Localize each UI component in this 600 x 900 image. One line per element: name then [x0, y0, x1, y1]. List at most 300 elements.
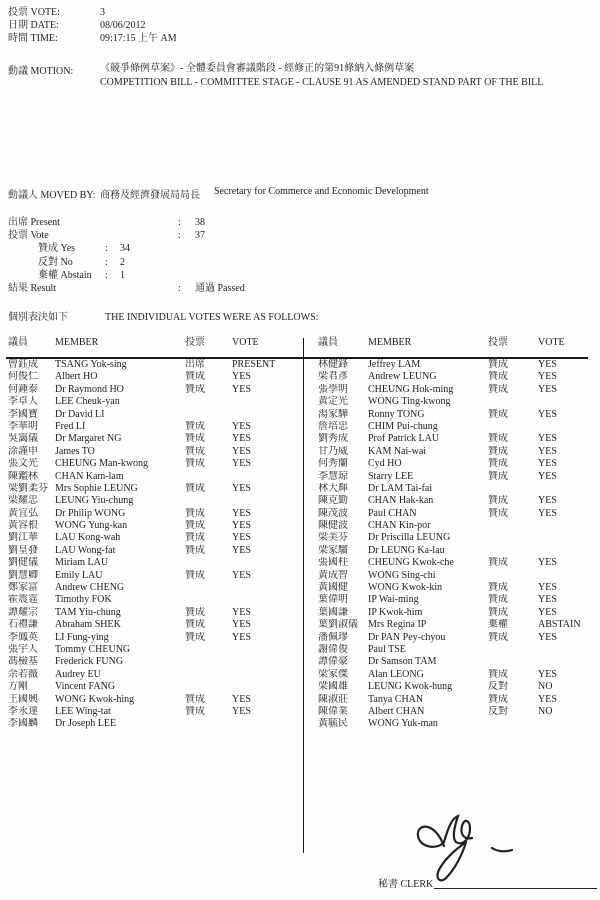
member-vote-en: YES: [538, 668, 557, 680]
member-name-en: LEUNG Yiu-chung: [55, 495, 134, 507]
table-row: [8, 582, 297, 594]
table-header-right: [318, 336, 597, 349]
motion-text-zh: 《競爭條例草案》- 全體委員會審議階段 - 經修正的第91條納入條例草案: [100, 63, 415, 74]
member-vote-zh: 出席: [185, 359, 205, 370]
col-member-zh: 議員: [8, 337, 28, 348]
member-name-en: Paul TSE: [368, 643, 406, 655]
moved-by-label: 動議人 MOVED BY:: [8, 190, 96, 201]
member-vote-zh: [488, 570, 538, 582]
table-row: [8, 706, 297, 718]
member-name-en: Andrew CHENG: [55, 582, 125, 594]
member-vote-zh: [488, 483, 538, 495]
member-name-en: TSANG Yok-sing: [55, 359, 127, 370]
member-vote-zh: [488, 532, 538, 544]
member-name-zh: 劉皇發: [8, 544, 38, 556]
table-row: [8, 359, 297, 371]
member-vote-en: YES: [232, 619, 251, 631]
member-name-zh: 何鍾泰: [8, 383, 38, 395]
votes-table-left: [8, 336, 297, 731]
moved-by-block: [8, 186, 429, 201]
member-vote-zh: 反對: [488, 681, 508, 693]
time-label: 時間 TIME:: [8, 33, 58, 45]
member-vote-en: NO: [538, 681, 553, 693]
table-row: [8, 471, 297, 483]
motion-text-en: COMPETITION BILL - COMMITTEE STAGE - CLAUSE 91 AS AMENDED STAND PART OF THE BILL: [100, 76, 544, 88]
member-vote-zh: 贊成: [185, 445, 205, 457]
member-name-en: Tanya CHAN: [368, 693, 424, 705]
member-name-zh: 李華明: [8, 420, 38, 432]
member-vote-en: YES: [232, 420, 251, 432]
member-vote-zh: 贊成: [488, 359, 508, 370]
member-name-en: Dr Joseph LEE: [55, 718, 117, 730]
member-name-zh: 黃宜弘: [8, 507, 38, 519]
member-name-zh: 潘佩璆: [318, 631, 348, 643]
member-vote-en: [538, 421, 597, 433]
col-member-en: MEMBER: [368, 337, 412, 348]
member-vote-zh: [488, 644, 538, 656]
member-name-zh: 陳鑑林: [8, 470, 38, 482]
member-vote-en: YES: [232, 544, 251, 556]
member-name-zh: 梁美芬: [318, 532, 348, 544]
table-row: [318, 656, 597, 668]
member-name-en: James TO: [55, 445, 95, 457]
intro-zh: 個別表決如下: [8, 312, 68, 323]
member-vote-en: YES: [538, 631, 557, 643]
member-name-en: Dr LEUNG Ka-lau: [368, 544, 445, 556]
member-vote-zh: 反對: [488, 705, 508, 717]
member-vote-en: YES: [538, 383, 557, 395]
colon: :: [105, 256, 108, 268]
moved-by-value-zh: 商務及經濟發展局局長: [100, 190, 200, 201]
table-row: [318, 619, 597, 631]
member-name-en: Emily LAU: [55, 569, 103, 581]
table-row: [8, 433, 297, 445]
member-vote-en: [232, 644, 297, 656]
table-row: [8, 545, 297, 557]
colon: :: [178, 217, 181, 228]
member-vote-zh: [488, 396, 538, 408]
member-name-en: Fred LI: [55, 420, 86, 432]
member-name-zh: 李國麟: [8, 718, 38, 730]
table-row: [318, 409, 597, 421]
member-name-zh: 陳淑莊: [318, 693, 348, 705]
member-vote-en: YES: [232, 631, 251, 643]
member-vote-zh: 贊成: [185, 544, 205, 556]
member-name-en: Dr David LI: [55, 408, 105, 420]
vote-label: 投票 Vote: [8, 230, 49, 242]
intro-en: THE INDIVIDUAL VOTES WERE AS FOLLOWS:: [105, 312, 319, 323]
table-row: [8, 421, 297, 433]
table-row: [318, 483, 597, 495]
table-row: [318, 594, 597, 606]
member-name-en: Paul CHAN: [368, 507, 417, 519]
member-vote-zh: 贊成: [185, 631, 205, 643]
member-name-en: TAM Yiu-chung: [55, 606, 121, 618]
member-vote-en: [538, 644, 597, 656]
member-vote-zh: 贊成: [185, 383, 205, 395]
member-vote-zh: 贊成: [488, 495, 508, 507]
member-vote-zh: [185, 471, 232, 483]
table-row: [318, 532, 597, 544]
member-name-en: Timothy FOK: [55, 594, 112, 606]
member-vote-zh: 贊成: [488, 631, 508, 643]
member-vote-zh: 贊成: [185, 520, 205, 532]
member-vote-en: [232, 495, 297, 507]
table-row: [8, 619, 297, 631]
member-name-zh: 黃成智: [318, 569, 348, 581]
member-name-zh: 湯家驊: [318, 408, 348, 420]
table-row: [318, 495, 597, 507]
member-vote-en: [232, 582, 297, 594]
member-vote-zh: [488, 520, 538, 532]
table-row: [318, 718, 597, 730]
member-vote-en: YES: [538, 371, 557, 383]
member-name-en: CHEUNG Man-kwong: [55, 458, 149, 470]
motion-block: [8, 62, 543, 89]
member-name-en: Jeffrey LAM: [368, 359, 421, 370]
member-name-zh: 李慧琼: [318, 470, 348, 482]
member-name-zh: 陳茂波: [318, 507, 348, 519]
no-row: [8, 256, 328, 269]
table-row: [318, 557, 597, 569]
member-name-en: CHIM Pui-chung: [368, 420, 438, 432]
member-name-en: WONG Kwok-kin: [368, 582, 443, 594]
member-vote-en: YES: [538, 408, 557, 420]
member-name-en: Albert HO: [55, 371, 98, 383]
col-vote-zh: 投票: [185, 337, 205, 348]
table-row: [318, 471, 597, 483]
result-value: 通過 Passed: [195, 282, 245, 294]
member-name-en: CHEUNG Hok-ming: [368, 383, 454, 395]
member-name-zh: 張文光: [8, 458, 38, 470]
member-vote-zh: 贊成: [488, 693, 508, 705]
date-row: [8, 19, 177, 32]
table-row: [8, 607, 297, 619]
member-vote-zh: [185, 396, 232, 408]
member-vote-zh: [185, 718, 232, 730]
member-name-zh: 方剛: [8, 681, 28, 693]
abstain-count: 1: [120, 269, 125, 281]
member-vote-en: YES: [538, 606, 557, 618]
present-label: 出席 Present: [8, 217, 60, 228]
vote-number-label: 投票 VOTE:: [8, 7, 60, 18]
member-name-zh: 謝偉俊: [318, 643, 348, 655]
table-row: [318, 681, 597, 693]
table-row: [318, 433, 597, 445]
member-name-en: Miriam LAU: [55, 557, 109, 569]
member-name-zh: 何秀蘭: [318, 458, 348, 470]
col-member-zh: 議員: [318, 337, 338, 348]
column-divider: [303, 338, 304, 853]
table-row: [8, 694, 297, 706]
moved-by-value-en: Secretary for Commerce and Economic Development: [214, 186, 429, 197]
table-row: [318, 607, 597, 619]
member-name-en: Dr LAM Tai-fai: [368, 482, 433, 494]
member-name-en: CHAN Kin-por: [368, 520, 431, 532]
member-vote-en: [538, 656, 597, 668]
member-vote-zh: [185, 594, 232, 606]
member-name-en: Vincent FANG: [55, 681, 116, 693]
member-name-en: Dr Philip WONG: [55, 507, 126, 519]
member-name-zh: 葉國謙: [318, 606, 348, 618]
member-name-en: CHAN Kam-lam: [55, 470, 124, 482]
member-vote-en: YES: [538, 359, 557, 370]
table-row: [318, 520, 597, 532]
table-row: [318, 396, 597, 408]
member-vote-en: YES: [232, 371, 251, 383]
no-count: 2: [120, 256, 125, 268]
member-vote-en: YES: [232, 532, 251, 544]
table-row: [8, 384, 297, 396]
member-vote-zh: [488, 421, 538, 433]
member-name-zh: 涂謹申: [8, 445, 38, 457]
time-row: [8, 32, 177, 45]
table-header-left: [8, 336, 297, 349]
clerk-label: 秘書 CLERK: [378, 879, 434, 890]
member-name-zh: 譚偉豪: [318, 656, 348, 668]
member-vote-zh: 贊成: [488, 458, 508, 470]
member-name-zh: 梁君彥: [318, 371, 348, 383]
vote-number-row: [8, 6, 177, 19]
member-vote-zh: 贊成: [185, 420, 205, 432]
member-vote-en: YES: [232, 433, 251, 445]
clerk-signature-block: [378, 878, 597, 891]
member-name-en: LAU Wong-fat: [55, 544, 116, 556]
member-vote-zh: 棄權: [488, 619, 508, 631]
table-row: [8, 483, 297, 495]
member-name-zh: 李永達: [8, 705, 38, 717]
result-row: [8, 282, 328, 295]
member-vote-en: YES: [538, 458, 557, 470]
member-vote-zh: [185, 681, 232, 693]
member-name-en: Dr Margaret NG: [55, 433, 122, 445]
member-vote-en: [538, 570, 597, 582]
table-row: [8, 508, 297, 520]
date-label: 日期 DATE:: [8, 20, 59, 32]
table-row: [318, 508, 597, 520]
table-row: [8, 594, 297, 606]
member-vote-en: [538, 483, 597, 495]
member-name-en: Prof Patrick LAU: [368, 433, 440, 445]
member-vote-zh: 贊成: [185, 606, 205, 618]
member-name-zh: 葉劉淑儀: [318, 619, 358, 631]
member-name-en: Tommy CHEUNG: [55, 643, 131, 655]
member-vote-en: YES: [232, 507, 251, 519]
member-vote-en: [232, 409, 297, 421]
member-name-en: LI Fung-ying: [55, 631, 109, 643]
abstain-row: [8, 269, 328, 282]
member-name-en: Frederick FUNG: [55, 656, 124, 668]
member-name-zh: 劉秀成: [318, 433, 348, 445]
abstain-label: 棄權 Abstain: [38, 269, 92, 281]
member-vote-en: PRESENT: [232, 359, 276, 370]
member-vote-zh: [185, 644, 232, 656]
member-vote-en: [232, 471, 297, 483]
member-vote-en: [538, 718, 597, 730]
member-vote-zh: [185, 669, 232, 681]
member-name-zh: 黃定光: [318, 396, 348, 408]
member-name-zh: 葉偉明: [318, 594, 348, 606]
table-row: [8, 718, 297, 730]
table-row: [318, 570, 597, 582]
table-body-left: [8, 359, 297, 731]
member-name-en: CHEUNG Kwok-che: [368, 557, 454, 569]
table-row: [318, 421, 597, 433]
member-name-en: Albert CHAN: [368, 705, 425, 717]
member-vote-zh: 贊成: [488, 594, 508, 606]
member-vote-zh: [488, 718, 538, 730]
member-vote-en: [232, 681, 297, 693]
member-vote-zh: [488, 656, 538, 668]
date-value: 08/06/2012: [100, 20, 146, 32]
member-name-en: Starry LEE: [368, 470, 414, 482]
table-row: [318, 384, 597, 396]
colon: :: [178, 230, 181, 242]
table-row: [8, 681, 297, 693]
member-name-en: IP Wai-ming: [368, 594, 419, 606]
member-vote-en: YES: [538, 470, 557, 482]
member-name-en: LEE Cheuk-yan: [55, 396, 120, 408]
member-vote-zh: 贊成: [488, 433, 508, 445]
member-name-zh: 梁家傑: [318, 668, 348, 680]
member-vote-en: YES: [538, 507, 557, 519]
member-vote-zh: [488, 545, 538, 557]
member-vote-zh: [185, 409, 232, 421]
member-vote-en: [232, 594, 297, 606]
member-name-zh: 余若薇: [8, 668, 38, 680]
member-vote-en: YES: [232, 520, 251, 532]
member-name-en: LEUNG Kwok-hung: [368, 681, 453, 693]
vote-summary: [8, 216, 328, 295]
table-row: [318, 669, 597, 681]
member-vote-en: YES: [538, 693, 557, 705]
member-vote-zh: 贊成: [185, 507, 205, 519]
member-name-en: LAU Kong-wah: [55, 532, 121, 544]
member-vote-en: [538, 396, 597, 408]
member-name-en: CHAN Hak-kan: [368, 495, 434, 507]
table-row: [8, 557, 297, 569]
member-name-en: WONG Yuk-man: [368, 718, 438, 730]
table-row: [318, 446, 597, 458]
member-vote-en: YES: [538, 433, 557, 445]
member-vote-zh: 贊成: [488, 507, 508, 519]
votes-table-right: [318, 336, 597, 731]
table-body-right: [318, 359, 597, 731]
colon: :: [105, 243, 108, 255]
individual-votes-intro: [8, 311, 318, 324]
member-name-zh: 陳健波: [318, 520, 348, 532]
member-name-en: Cyd HO: [368, 458, 402, 470]
member-name-zh: 鄭家富: [8, 582, 38, 594]
table-row: [8, 632, 297, 644]
member-vote-en: [232, 669, 297, 681]
member-name-en: IP Kwok-him: [368, 606, 423, 618]
motion-label: 動議 MOTION:: [8, 66, 74, 77]
member-vote-zh: 贊成: [488, 445, 508, 457]
table-row: [318, 458, 597, 470]
table-row: [8, 532, 297, 544]
member-name-zh: 陳克勤: [318, 495, 348, 507]
member-name-zh: 李鳳英: [8, 631, 38, 643]
yes-count: 34: [120, 243, 130, 255]
col-member-en: MEMBER: [55, 337, 99, 348]
member-vote-en: YES: [232, 445, 251, 457]
member-vote-zh: 贊成: [488, 557, 508, 569]
col-vote-en: VOTE: [538, 337, 565, 348]
header-block: [8, 6, 177, 46]
member-vote-en: YES: [232, 693, 251, 705]
colon: :: [105, 269, 108, 281]
member-vote-zh: 贊成: [185, 532, 205, 544]
member-name-zh: 劉江華: [8, 532, 38, 544]
member-vote-zh: 贊成: [488, 582, 508, 594]
vote-row: [8, 229, 328, 242]
table-row: [8, 495, 297, 507]
table-row: [318, 632, 597, 644]
member-name-zh: 霍震霆: [8, 594, 38, 606]
member-name-en: WONG Sing-chi: [368, 569, 436, 581]
member-name-zh: 甘乃威: [318, 445, 348, 457]
member-name-en: Audrey EU: [55, 668, 101, 680]
member-name-zh: 劉健儀: [8, 557, 38, 569]
member-name-zh: 梁國雄: [318, 681, 348, 693]
colon: :: [178, 282, 181, 294]
table-row: [318, 706, 597, 718]
member-vote-zh: 贊成: [185, 705, 205, 717]
member-name-en: WONG Kwok-hing: [55, 693, 135, 705]
member-name-zh: 林健鋒: [318, 359, 348, 370]
member-vote-zh: 贊成: [185, 693, 205, 705]
member-name-zh: 梁家騮: [318, 544, 348, 556]
member-vote-en: ABSTAIN: [538, 619, 581, 631]
member-vote-en: YES: [232, 705, 251, 717]
member-name-zh: 馮檢基: [8, 656, 38, 668]
member-vote-zh: [185, 656, 232, 668]
member-name-en: Abraham SHEK: [55, 619, 121, 631]
table-row: [8, 458, 297, 470]
member-name-zh: 李卓人: [8, 396, 38, 408]
member-name-en: Dr Priscilla LEUNG: [368, 532, 451, 544]
member-name-zh: 張學明: [318, 383, 348, 395]
member-name-zh: 王國興: [8, 693, 38, 705]
table-row: [8, 656, 297, 668]
table-row: [8, 409, 297, 421]
member-name-zh: 黃毓民: [318, 718, 348, 730]
no-label: 反對 No: [38, 256, 73, 268]
member-vote-en: YES: [232, 606, 251, 618]
table-row: [8, 644, 297, 656]
member-vote-zh: 贊成: [488, 606, 508, 618]
member-name-zh: 黃國健: [318, 582, 348, 594]
member-name-zh: 詹培忠: [318, 420, 348, 432]
member-name-zh: 梁劉柔芬: [8, 482, 48, 494]
member-name-zh: 何俊仁: [8, 371, 38, 383]
table-row: [8, 446, 297, 458]
member-name-zh: 張宇人: [8, 643, 38, 655]
member-vote-en: [538, 520, 597, 532]
member-vote-zh: 贊成: [488, 383, 508, 395]
member-vote-en: YES: [538, 557, 557, 569]
member-vote-zh: 贊成: [185, 433, 205, 445]
member-vote-en: [232, 396, 297, 408]
member-vote-en: [232, 656, 297, 668]
table-row: [318, 694, 597, 706]
member-vote-zh: 贊成: [488, 371, 508, 383]
table-row: [318, 359, 597, 371]
member-vote-en: [538, 532, 597, 544]
col-vote-zh: 投票: [488, 337, 508, 348]
member-vote-en: YES: [232, 482, 251, 494]
